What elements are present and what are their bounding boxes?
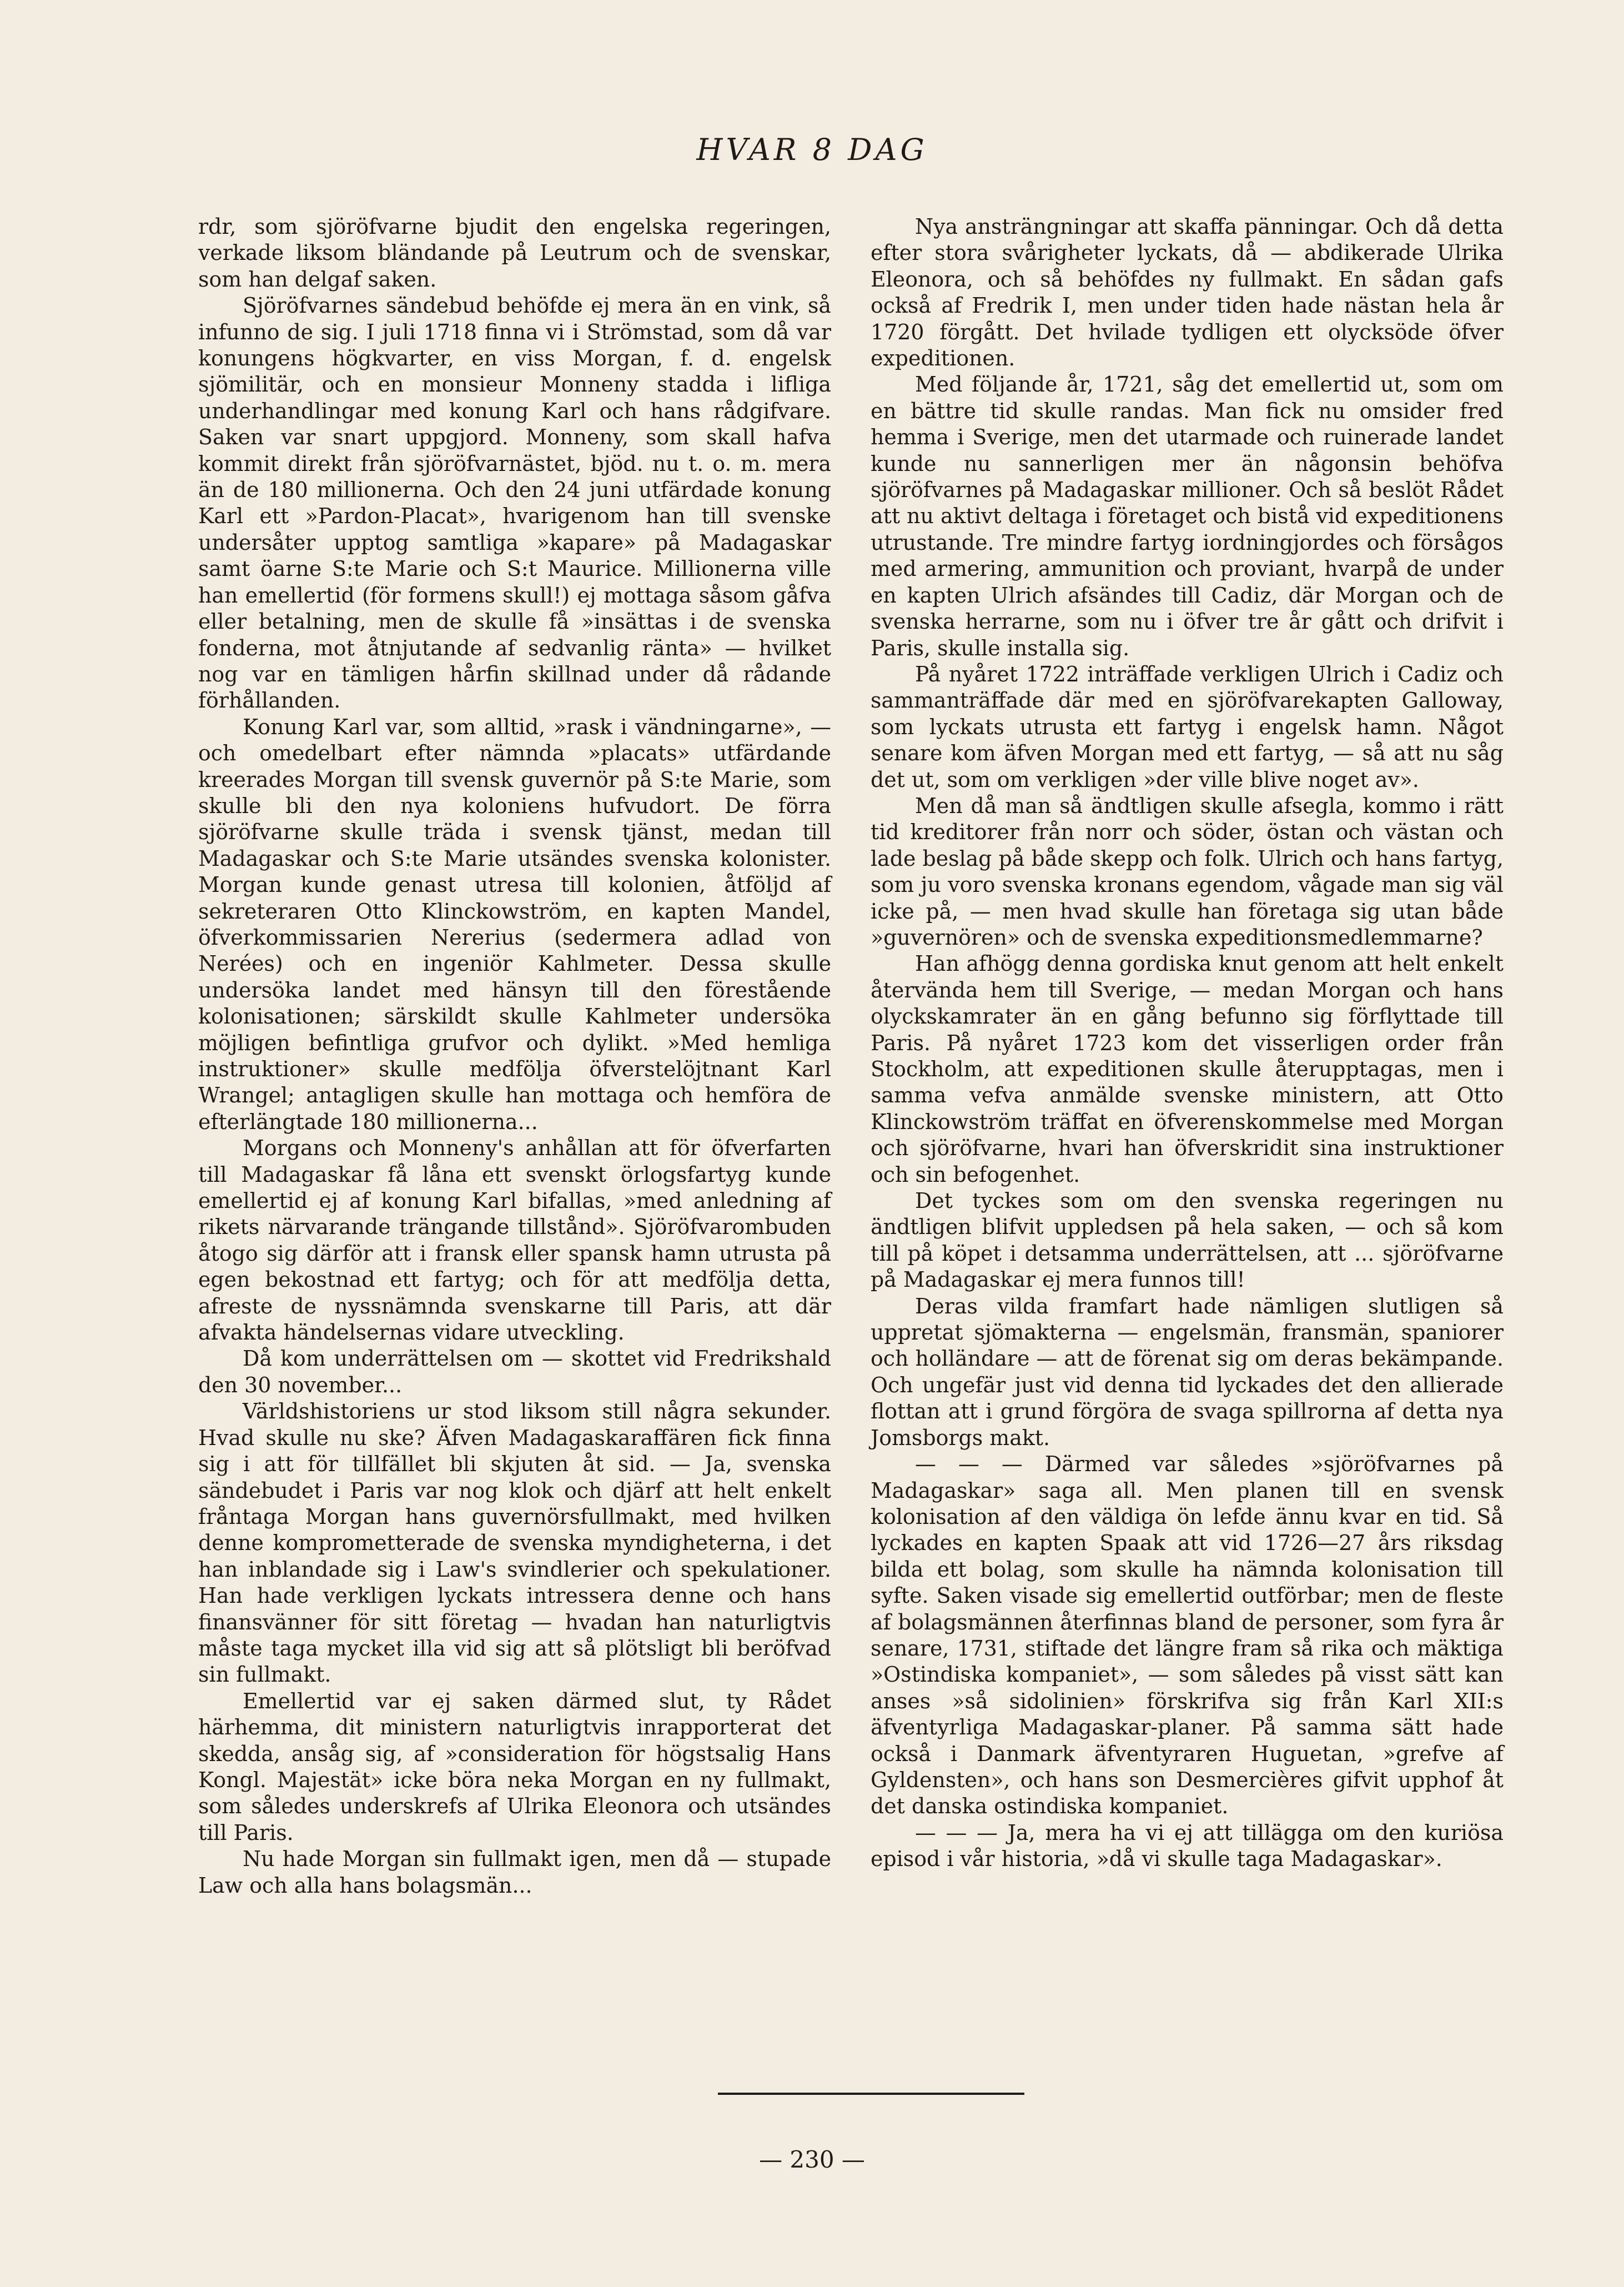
paragraph: Han afhögg denna gordiska knut genom att helt enkelt återvända hem till Sverige, — medan Morgan och hans olyckskamrater än en gång befunno sig förflyttade till Paris. På nyåret 1723 kom det visserligen order från Stockholm, att expeditionen skulle återupptagas, men i samma vefva anmälde svenske ministern, att Otto Klinckowström träffat en öfverenskommelse med Morgan och sjöröfvarne, hvari han öfverskridit sina instruktioner och sin befogenhet. bbox=[871, 951, 1504, 1187]
paragraph: Sjöröfvarnes sändebud behöfde ej mera än en vink, så infunno de sig. I juli 1718 finna vi i Strömstad, som då var konungens högkvarter, en viss Morgan, f. d. engelsk sjömilitär, och en monsieur Monneny stadda i lifliga underhandlingar med konung Karl och hans rådgifvare. Saken var snart uppgjord. Monneny, som skall hafva kommit direkt från sjöröfvarnästet, bjöd. nu t. o. m. mera än de 180 millionerna. Och den 24 juni utfärdade konung Karl ett »Pardon-Placat», hvarigenom han till svenske undersåter upptog samtliga »kapare» på Madagaskar samt öarne S:te Marie och S:t Maurice. Millionerna ville han emellertid (för formens skull!) ej mottaga såsom gåfva eller betalning, men de skulle få »insättas i de svenska fonderna, mot åtnjutande af sedvanlig ränta» — hvilket nog var en tämligen hårfin skillnad under då rådande förhållanden. bbox=[198, 293, 831, 713]
paragraph: Men då man så ändtligen skulle afsegla, kommo i rätt tid kreditorer från norr och söder, östan och västan och lade beslag på både skepp och folk. Ulrich och hans fartyg, som ju voro svenska kronans egendom, vågade man sig väl icke på, — men hvad skulle han företaga sig utan både »guvernören» och de svenska expeditionsmedlemmarne? bbox=[871, 793, 1504, 950]
paragraph: Konung Karl var, som alltid, »rask i vändningarne», — och omedelbart efter nämnda »placats» utfärdande kreerades Morgan till svensk guvernör på S:te Marie, som skulle bli den nya koloniens hufvudort. De förra sjöröfvarne skulle träda i svensk tjänst, medan till Madagaskar och S:te Marie utsändes svenska kolonister. Morgan kunde genast utresa till kolonien, åtföljd af sekreteraren Otto Klinckowström, en kapten Mandel, öfverkommissarien Nererius (sedermera adlad von Nerées) och en ingeniör Kahlmeter. Dessa skulle undersöka landet med hänsyn till den förestående kolonisationen; särskildt skulle Kahlmeter undersöka möjligen befintliga grufvor och dylikt. »Med hemliga instruktioner» skulle medfölja öfverstelöjtnant Karl Wrangel; antagligen skulle han mottaga och hemföra de efterlängtade 180 millionerna... bbox=[198, 714, 831, 1134]
paragraph: Det tyckes som om den svenska regeringen nu ändtligen blifvit uppledsen på hela saken, — och så kom till på köpet i detsamma underrättelsen, att ... sjöröfvarne på Madagaskar ej mera funnos till! bbox=[871, 1188, 1504, 1292]
paragraph: rdr, som sjöröfvarne bjudit den engelska regeringen, verkade liksom bländande på Leutrum och de svenskar, som han delgaf saken. bbox=[198, 214, 831, 292]
page-number: — 230 — bbox=[759, 2146, 865, 2173]
page-title: HVAR 8 DAG bbox=[696, 132, 928, 167]
right-column bbox=[871, 214, 1504, 1873]
paragraph: På nyåret 1722 inträffade verkligen Ulrich i Cadiz och sammanträffade där med en sjöröfvarekapten Galloway, som lyckats utrusta ett fartyg i engelsk hamn. Något senare kom äfven Morgan med ett fartyg, — så att nu såg det ut, som om verkligen »der ville blive noget av». bbox=[871, 661, 1504, 792]
left-column bbox=[198, 214, 831, 1899]
paragraph: Med följande år, 1721, såg det emellertid ut, som om en bättre tid skulle randas. Man fick nu omsider fred hemma i Sverige, men det utarmade och ruinerade landet kunde nu sannerligen mer än någonsin behöfva sjöröfvarnes på Madagaskar millioner. Och så beslöt Rådet att nu aktivt deltaga i företaget och bistå vid expeditionens utrustande. Tre mindre fartyg iordningjordes och försågos med armering, ammunition och proviant, hvarpå de under en kapten Ulrich afsändes till Cadiz, där Morgan och de svenska herrarne, som nu i öfver tre år gått och drifvit i Paris, skulle installa sig. bbox=[871, 372, 1504, 660]
end-rule bbox=[718, 2093, 1024, 2095]
paragraph: Morgans och Monneny's anhållan att för öfverfarten till Madagaskar få låna ett svenskt örlogsfartyg kunde emellertid ej af konung Karl bifallas, »med anledning af rikets närvarande trängande tillstånd». Sjöröfvarombuden åtogo sig därför att i fransk eller spansk hamn utrusta på egen bekostnad ett fartyg; och för att medfölja detta, afreste de nyssnämnda svenskarne till Paris, att där afvakta händelsernas vidare utveckling. bbox=[198, 1136, 831, 1345]
paragraph: Världshistoriens ur stod liksom still några sekunder. Hvad skulle nu ske? Äfven Madagaskaraffären fick finna sig i att för tillfället bli skjuten åt sid. — Ja, svenska sändebudet i Paris var nog klok och djärf att helt enkelt fråntaga Morgan hans guvernörsfullmakt, med hvilken denne komprometterade de svenska myndigheterna, i det han inblandade sig i Law's svindlerier och spekulationer. Han hade verkligen lyckats intressera denne och hans finansvänner för sitt företag — hvadan han naturligtvis måste taga mycket illa vid sig att så plötsligt bli beröfvad sin fullmakt. bbox=[198, 1399, 831, 1687]
paragraph: Nu hade Morgan sin fullmakt igen, men då — stupade Law och alla hans bolagsmän... bbox=[198, 1847, 831, 1898]
paragraph: Emellertid var ej saken därmed slut, ty Rådet härhemma, dit ministern naturligtvis inrapporterat det skedda, ansåg sig, af »consideration för högstsalig Hans Kongl. Majestät» icke böra neka Morgan en ny fullmakt, som således underskrefs af Ulrika Eleonora och utsändes till Paris. bbox=[198, 1688, 831, 1845]
paragraph: — — — Därmed var således »sjöröfvarnes på Madagaskar» saga all. Men planen till en svensk kolonisation af den väldiga ön lefde ännu kvar en tid. Så lyckades en kapten Spaak att vid 1726—27 års riksdag bilda ett bolag, som skulle ha nämnda kolonisation till syfte. Saken visade sig emellertid outförbar; men de fleste af bolagsmännen återfinnas bland de personer, som fyra år senare, 1731, stiftade det längre fram så rika och mäktiga »Ostindiska kompaniet», — som således på visst sätt kan anses »så sidolinien» förskrifva sig från Karl XII:s äfventyrliga Madagaskar-planer. På samma sätt hade också i Danmark äfventyraren Huguetan, »grefve af Gyldensten», och hans son Desmercières gifvit upphof åt det danska ostindiska kompaniet. bbox=[871, 1452, 1504, 1819]
paragraph: Deras vilda framfart hade nämligen slutligen så uppretat sjömakterna — engelsmän, fransmän, spaniorer och holländare — att de förenat sig om deras bekämpande. Och ungefär just vid denna tid lyckades det den allierade flottan att i grund förgöra de svaga spillrorna af detta nya Jomsborgs makt. bbox=[871, 1293, 1504, 1450]
paragraph: Då kom underrättelsen om — skottet vid Fredrikshald den 30 november... bbox=[198, 1346, 831, 1397]
paragraph: — — — Ja, mera ha vi ej att tillägga om den kuriösa episod i vår historia, »då vi skulle taga Madagaskar». bbox=[871, 1820, 1504, 1872]
paragraph: Nya ansträngningar att skaffa pänningar. Och då detta efter stora svårigheter lyckats, då — abdikerade Ulrika Eleonora, och så behöfdes ny fullmakt. En sådan gafs också af Fredrik I, men under tiden hade nästan hela år 1720 förgått. Det hvilade tydligen ett olycksöde öfver expeditionen. bbox=[871, 214, 1504, 371]
